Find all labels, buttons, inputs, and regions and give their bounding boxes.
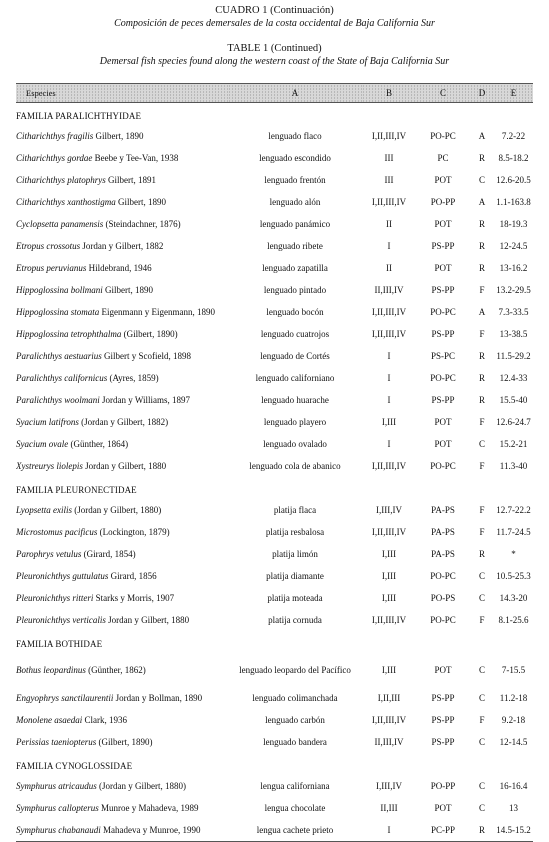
species-author: (Ayres, 1859) bbox=[109, 373, 159, 383]
header-a: A bbox=[228, 84, 362, 103]
abundance-cell: F bbox=[479, 285, 485, 295]
zone-cell: III bbox=[384, 175, 394, 185]
species-cell bbox=[16, 709, 228, 731]
table-row bbox=[16, 411, 533, 433]
header-especies: Especies bbox=[16, 84, 228, 103]
size-range-cell: 14.5-15.2 bbox=[494, 819, 533, 842]
common-name: lenguado carbón bbox=[265, 714, 325, 725]
depth-cell: PO-PC bbox=[430, 373, 456, 383]
species-cell bbox=[16, 543, 228, 565]
table-row bbox=[16, 389, 533, 411]
species-author: Mahadeva y Munroe, 1990 bbox=[103, 825, 201, 835]
species-author: Beebe y Tee-Van, 1938 bbox=[94, 153, 179, 163]
species-cell bbox=[16, 147, 228, 169]
common-name: lenguado escondido bbox=[259, 152, 331, 163]
header-b: B bbox=[362, 84, 416, 103]
table-row bbox=[16, 257, 533, 279]
size-range-cell: 13-16.2 bbox=[499, 263, 528, 273]
species-cell bbox=[16, 775, 228, 797]
zone-cell: I bbox=[387, 395, 391, 405]
abundance-cell: F bbox=[479, 615, 485, 625]
species-name: Hippoglossina bollmani bbox=[16, 285, 103, 295]
species-author: (Günther, 1864) bbox=[70, 439, 129, 449]
species-author: Gilbert, 1891 bbox=[108, 175, 156, 185]
species-author: Jordan y Bollman, 1890 bbox=[115, 693, 203, 703]
species-cell bbox=[16, 257, 228, 279]
species-name: Pleuronichthys guttulatus bbox=[16, 571, 109, 581]
size-range-cell: 12.6-20.5 bbox=[496, 175, 531, 185]
size-range-cell: 12.4-33 bbox=[499, 373, 528, 383]
size-range-cell: 11.2-18 bbox=[499, 693, 528, 703]
abundance-cell: C bbox=[478, 737, 485, 747]
species-author: Clark, 1936 bbox=[84, 715, 127, 725]
species-author: (Girard, 1854) bbox=[83, 549, 136, 559]
size-range-cell: 8.1-25.6 bbox=[498, 615, 529, 625]
species-author: Jordan y Williams, 1897 bbox=[102, 395, 190, 405]
species-author: (Gilbert, 1890) bbox=[98, 737, 153, 747]
species-name: Lyopsetta exilis bbox=[16, 505, 72, 515]
zone-cell: II,III,IV bbox=[374, 285, 404, 295]
species-cell bbox=[16, 521, 228, 543]
depth-cell: PO-PP bbox=[430, 781, 456, 791]
species-author: Gilbert, 1890 bbox=[105, 285, 154, 295]
size-range-cell: 7-15.5 bbox=[501, 665, 526, 675]
species-author: (Jordan y Gilbert, 1880) bbox=[99, 781, 186, 791]
species-table bbox=[16, 83, 533, 842]
size-range-cell: 13 bbox=[509, 803, 518, 813]
depth-cell: PS-PP bbox=[431, 329, 455, 339]
species-author: Eigenmann y Eigenmann, 1890 bbox=[101, 307, 215, 317]
size-range-cell: 16-16.4 bbox=[499, 781, 528, 791]
species-cell bbox=[16, 411, 228, 433]
zone-cell: I,III bbox=[381, 571, 397, 581]
zone-cell: II bbox=[386, 263, 392, 273]
table-row bbox=[16, 279, 533, 301]
common-name: lenguado frentón bbox=[264, 174, 326, 185]
species-cell bbox=[16, 323, 228, 345]
header-d: D bbox=[470, 84, 494, 103]
table-row bbox=[16, 819, 533, 842]
zone-cell: I,III,IV bbox=[376, 781, 402, 791]
depth-cell: PO-PP bbox=[430, 197, 456, 207]
zone-cell: I bbox=[387, 373, 391, 383]
abundance-cell: F bbox=[479, 715, 485, 725]
species-cell bbox=[16, 169, 228, 191]
cuadro-subtitle: Composición de peces demersales de la costa occidental de Baja California Sur bbox=[114, 18, 435, 29]
zone-cell: I,II,III,IV bbox=[371, 307, 407, 317]
species-name: Microstomus pacificus bbox=[16, 527, 98, 537]
species-cell bbox=[16, 731, 228, 753]
abundance-cell: R bbox=[478, 153, 485, 163]
common-name: lenguado ribete bbox=[267, 240, 323, 251]
species-name: Parophrys vetulus bbox=[16, 549, 82, 559]
depth-cell: PS-PC bbox=[430, 351, 456, 361]
common-name: lenguado californiano bbox=[255, 372, 335, 383]
common-name: lenguado flaco bbox=[268, 130, 322, 141]
zone-cell: I,III,IV bbox=[376, 505, 402, 515]
abundance-cell: C bbox=[478, 571, 485, 581]
species-name: Bothus leopardinus bbox=[16, 665, 86, 675]
depth-cell: PO-PC bbox=[430, 571, 456, 581]
size-range-cell: 8.5-18.2 bbox=[498, 153, 529, 163]
species-author: Jordan y Gilbert, 1880 bbox=[85, 461, 167, 471]
table-row bbox=[16, 521, 533, 543]
species-author: (Gilbert, 1890) bbox=[123, 329, 178, 339]
zone-cell: I,III bbox=[381, 549, 397, 559]
species-cell bbox=[16, 235, 228, 257]
abundance-cell: R bbox=[478, 351, 485, 361]
depth-cell: POT bbox=[434, 803, 452, 813]
species-cell bbox=[16, 499, 228, 521]
depth-cell: POT bbox=[434, 439, 452, 449]
common-name: platija cornuda bbox=[268, 614, 322, 625]
common-name: lenguado cola de abanico bbox=[249, 460, 341, 471]
species-name: Paralichthys aestuarius bbox=[16, 351, 102, 361]
zone-cell: I,III bbox=[381, 665, 397, 675]
family-name: FAMILIA BOTHIDAE bbox=[16, 638, 103, 649]
header-c: C bbox=[416, 84, 470, 103]
depth-cell: PC bbox=[437, 153, 449, 163]
abundance-cell: F bbox=[479, 329, 485, 339]
species-name: Etropus peruvianus bbox=[16, 263, 87, 273]
species-name: Symphurus chabanaudi bbox=[16, 825, 101, 835]
species-cell bbox=[16, 213, 228, 235]
table-row bbox=[16, 609, 533, 631]
abundance-cell: F bbox=[479, 505, 485, 515]
size-range-cell: 12-14.5 bbox=[499, 737, 528, 747]
species-author: Jordan y Gilbert, 1880 bbox=[108, 615, 190, 625]
common-name: lenguado cuatrojos bbox=[260, 328, 330, 339]
table-row bbox=[16, 125, 533, 147]
zone-cell: I,II,III,IV bbox=[371, 461, 407, 471]
zone-cell: I bbox=[387, 351, 391, 361]
common-name: lenguado alón bbox=[269, 196, 321, 207]
table-row bbox=[16, 367, 533, 389]
table-row bbox=[16, 543, 533, 565]
zone-cell: I,II,III,IV bbox=[371, 715, 407, 725]
depth-cell: PO-PS bbox=[430, 593, 456, 603]
common-name: lengua chocolate bbox=[264, 802, 326, 813]
species-author: (Lockington, 1879) bbox=[99, 527, 170, 537]
table-row bbox=[16, 345, 533, 367]
size-range-cell: 11.7-24.5 bbox=[496, 527, 531, 537]
depth-cell: PS-PP bbox=[431, 693, 455, 703]
common-name: lenguado bocón bbox=[266, 306, 324, 317]
species-author: Starks y Morris, 1907 bbox=[95, 593, 175, 603]
species-name: Xystreurys liolepis bbox=[16, 461, 83, 471]
zone-cell: II bbox=[386, 219, 392, 229]
species-name: Pleuronichthys ritteri bbox=[16, 593, 94, 603]
species-cell bbox=[16, 125, 228, 147]
depth-cell: PA-PS bbox=[431, 527, 455, 537]
abundance-cell: C bbox=[478, 439, 485, 449]
size-range-cell: 18-19.3 bbox=[499, 219, 528, 229]
depth-cell: POT bbox=[434, 263, 452, 273]
species-name: Engyophrys sanctilaurentii bbox=[16, 693, 114, 703]
species-name: Symphurus atricaudus bbox=[16, 781, 97, 791]
species-name: Citharichthys gordae bbox=[16, 153, 93, 163]
species-cell bbox=[16, 609, 228, 631]
common-name: platija flaca bbox=[273, 504, 317, 515]
zone-cell: I bbox=[387, 439, 391, 449]
table-row bbox=[16, 797, 533, 819]
zone-cell: I,II,III,IV bbox=[371, 527, 407, 537]
size-range-cell: 10.5-25.3 bbox=[496, 571, 531, 581]
common-name: lenguado zapatilla bbox=[262, 262, 328, 273]
size-range-cell: 11.3-40 bbox=[499, 461, 528, 471]
species-name: Etropus crossotus bbox=[16, 241, 81, 251]
family-name: FAMILIA PLEURONECTIDAE bbox=[16, 484, 137, 495]
species-author: Girard, 1856 bbox=[110, 571, 157, 581]
zone-cell: I,II,III,IV bbox=[371, 197, 407, 207]
species-name: Syacium ovale bbox=[16, 439, 69, 449]
table-row bbox=[16, 775, 533, 797]
species-name: Symphurus callopterus bbox=[16, 803, 99, 813]
depth-cell: PS-PP bbox=[431, 737, 455, 747]
abundance-cell: A bbox=[478, 131, 486, 141]
table-row bbox=[16, 169, 533, 191]
species-name: Paralichthys californicus bbox=[16, 373, 108, 383]
size-range-cell: 15.2-21 bbox=[499, 439, 528, 449]
zone-cell: I bbox=[362, 819, 416, 842]
species-author: Munroe y Mahadeva, 1989 bbox=[101, 803, 199, 813]
common-name: platija resbalosa bbox=[265, 526, 325, 537]
zone-cell: I,III bbox=[381, 593, 397, 603]
abundance-cell: R bbox=[478, 219, 485, 229]
abundance-cell: R bbox=[478, 241, 485, 251]
abundance-cell: C bbox=[478, 781, 485, 791]
species-author: Hildebrand, 1946 bbox=[88, 263, 152, 273]
common-name: platija limón bbox=[272, 548, 318, 559]
table-row bbox=[16, 653, 533, 687]
zone-cell: I,II,III bbox=[377, 693, 401, 703]
table-header-row bbox=[16, 84, 533, 103]
common-name: platija diamante bbox=[266, 570, 324, 581]
zone-cell: I,III bbox=[381, 417, 397, 427]
common-name: platija moteada bbox=[267, 592, 323, 603]
table-row bbox=[16, 731, 533, 753]
species-cell bbox=[16, 687, 228, 709]
depth-cell: PO-PC bbox=[430, 131, 456, 141]
zone-cell: I bbox=[387, 241, 391, 251]
abundance-cell: A bbox=[478, 197, 486, 207]
species-cell bbox=[16, 301, 228, 323]
species-name: Hippoglossina tetrophthalma bbox=[16, 329, 122, 339]
species-author: (Steindachner, 1876) bbox=[105, 219, 181, 229]
common-name: lenguado colimanchada bbox=[252, 692, 338, 703]
species-cell bbox=[16, 587, 228, 609]
abundance-cell: C bbox=[478, 693, 485, 703]
depth-cell: PC-PP bbox=[416, 819, 470, 842]
size-range-cell: 13.2-29.5 bbox=[496, 285, 531, 295]
size-range-cell: 11.5-29.2 bbox=[496, 351, 531, 361]
common-name: lenguado panámico bbox=[259, 218, 331, 229]
cuadro-title: CUADRO 1 (Continuación) bbox=[215, 5, 334, 16]
abundance-cell: R bbox=[478, 373, 485, 383]
depth-cell: PO-PC bbox=[430, 461, 456, 471]
depth-cell: PO-PC bbox=[430, 615, 456, 625]
species-cell bbox=[16, 653, 228, 687]
species-cell bbox=[16, 433, 228, 455]
abundance-cell: R bbox=[478, 549, 485, 559]
species-cell bbox=[16, 279, 228, 301]
species-author: (Jordan y Gilbert, 1880) bbox=[74, 505, 162, 515]
species-name: Perissias taeniopterus bbox=[16, 737, 97, 747]
abundance-cell: R bbox=[478, 395, 485, 405]
table-row bbox=[16, 147, 533, 169]
table-row bbox=[16, 433, 533, 455]
species-name: Hippoglossina stomata bbox=[16, 307, 100, 317]
abundance-cell: R bbox=[478, 263, 485, 273]
size-range-cell: 15.5-40 bbox=[499, 395, 528, 405]
common-name: lenguado bandera bbox=[263, 736, 327, 747]
species-author: Gilbert, 1890 bbox=[95, 131, 144, 141]
species-cell bbox=[16, 389, 228, 411]
table-row bbox=[16, 323, 533, 345]
common-name: lenguado ovalado bbox=[263, 438, 327, 449]
table-row bbox=[16, 587, 533, 609]
table-row bbox=[16, 301, 533, 323]
species-author: (Günther, 1862) bbox=[88, 665, 146, 675]
size-range-cell: 7.3-33.5 bbox=[498, 307, 529, 317]
depth-cell: PO-PC bbox=[430, 307, 456, 317]
table-row bbox=[16, 687, 533, 709]
common-name: lenguado playero bbox=[263, 416, 327, 427]
species-cell bbox=[16, 191, 228, 213]
abundance-cell: C bbox=[478, 175, 485, 185]
common-name: lengua californiana bbox=[260, 780, 330, 791]
zone-cell: I,II,III,IV bbox=[371, 329, 407, 339]
zone-cell: II,III bbox=[380, 803, 398, 813]
depth-cell: PS-PP bbox=[431, 285, 455, 295]
species-name: Monolene asaedai bbox=[16, 715, 83, 725]
table-title: TABLE 1 (Continued) bbox=[227, 43, 322, 54]
table-subtitle: Demersal fish species found along the western coast of the State of Baja California Sur bbox=[99, 56, 450, 67]
species-cell bbox=[16, 819, 228, 842]
table-row bbox=[16, 565, 533, 587]
species-cell bbox=[16, 345, 228, 367]
depth-cell: POT bbox=[434, 417, 452, 427]
species-name: Citharichthys xanthostigma bbox=[16, 197, 116, 207]
size-range-cell: 14.3-20 bbox=[499, 593, 528, 603]
table-row bbox=[16, 191, 533, 213]
table-row bbox=[16, 499, 533, 521]
species-author: Gilbert y Scofield, 1898 bbox=[104, 351, 191, 361]
species-name: Paralichthys woolmani bbox=[16, 395, 100, 405]
abundance-cell: C bbox=[478, 593, 485, 603]
species-author: (Jordan y Gilbert, 1882) bbox=[81, 417, 169, 427]
table-row bbox=[16, 455, 533, 477]
size-range-cell: 1.1-163.8 bbox=[496, 197, 531, 207]
abundance-cell: R bbox=[470, 819, 494, 842]
common-name: lenguado pintado bbox=[263, 284, 327, 295]
species-cell bbox=[16, 565, 228, 587]
species-name: Pleuronichthys verticalis bbox=[16, 615, 106, 625]
family-name: FAMILIA CYNOGLOSSIDAE bbox=[16, 760, 133, 771]
size-range-cell: 12.7-22.2 bbox=[496, 505, 531, 515]
family-row bbox=[16, 477, 533, 499]
abundance-cell: C bbox=[478, 803, 485, 813]
zone-cell: I,II,III,IV bbox=[371, 615, 407, 625]
abundance-cell: F bbox=[479, 461, 485, 471]
depth-cell: POT bbox=[434, 175, 452, 185]
zone-cell: II,III,IV bbox=[374, 737, 404, 747]
size-range-cell: 9.2-18 bbox=[501, 715, 526, 725]
table-row bbox=[16, 709, 533, 731]
depth-cell: PA-PS bbox=[431, 505, 455, 515]
family-name: FAMILIA PARALICHTHYIDAE bbox=[16, 110, 142, 121]
table-row bbox=[16, 235, 533, 257]
species-name: Citharichthys platophrys bbox=[16, 175, 106, 185]
depth-cell: PA-PS bbox=[431, 549, 455, 559]
size-range-cell: 7.2-22 bbox=[501, 131, 526, 141]
table-row bbox=[16, 213, 533, 235]
depth-cell: POT bbox=[434, 219, 452, 229]
species-name: Syacium latifrons bbox=[16, 417, 79, 427]
species-cell bbox=[16, 797, 228, 819]
depth-cell: PS-PP bbox=[431, 715, 455, 725]
size-range-cell: 12-24.5 bbox=[499, 241, 528, 251]
abundance-cell: A bbox=[478, 307, 486, 317]
abundance-cell: F bbox=[479, 417, 485, 427]
common-name: lenguado de Cortés bbox=[260, 350, 330, 361]
family-row bbox=[16, 631, 533, 653]
depth-cell: PS-PP bbox=[431, 395, 455, 405]
species-name: Cyclopsetta panamensis bbox=[16, 219, 104, 229]
species-cell bbox=[16, 367, 228, 389]
size-range-cell: 13-38.5 bbox=[499, 329, 528, 339]
header-e: E bbox=[494, 84, 533, 103]
abundance-cell: C bbox=[478, 665, 485, 675]
depth-cell: PS-PP bbox=[431, 241, 455, 251]
species-name: Citharichthys fragilis bbox=[16, 131, 94, 141]
depth-cell: POT bbox=[434, 665, 452, 675]
zone-cell: I,II,III,IV bbox=[371, 131, 407, 141]
common-name: lenguado huarache bbox=[261, 394, 329, 405]
size-range-cell: 12.6-24.7 bbox=[496, 417, 531, 427]
zone-cell: III bbox=[384, 153, 394, 163]
common-name: lengua cachete prieto bbox=[228, 819, 362, 842]
abundance-cell: F bbox=[479, 527, 485, 537]
species-author: Gilbert, 1890 bbox=[118, 197, 166, 207]
table-body bbox=[16, 103, 533, 842]
common-name: lenguado leopardo del Pacífico bbox=[239, 664, 351, 675]
family-row bbox=[16, 753, 533, 775]
species-cell bbox=[16, 455, 228, 477]
family-row bbox=[16, 103, 533, 126]
species-author: Jordan y Gilbert, 1882 bbox=[82, 241, 164, 251]
size-range-cell: * bbox=[511, 549, 516, 559]
